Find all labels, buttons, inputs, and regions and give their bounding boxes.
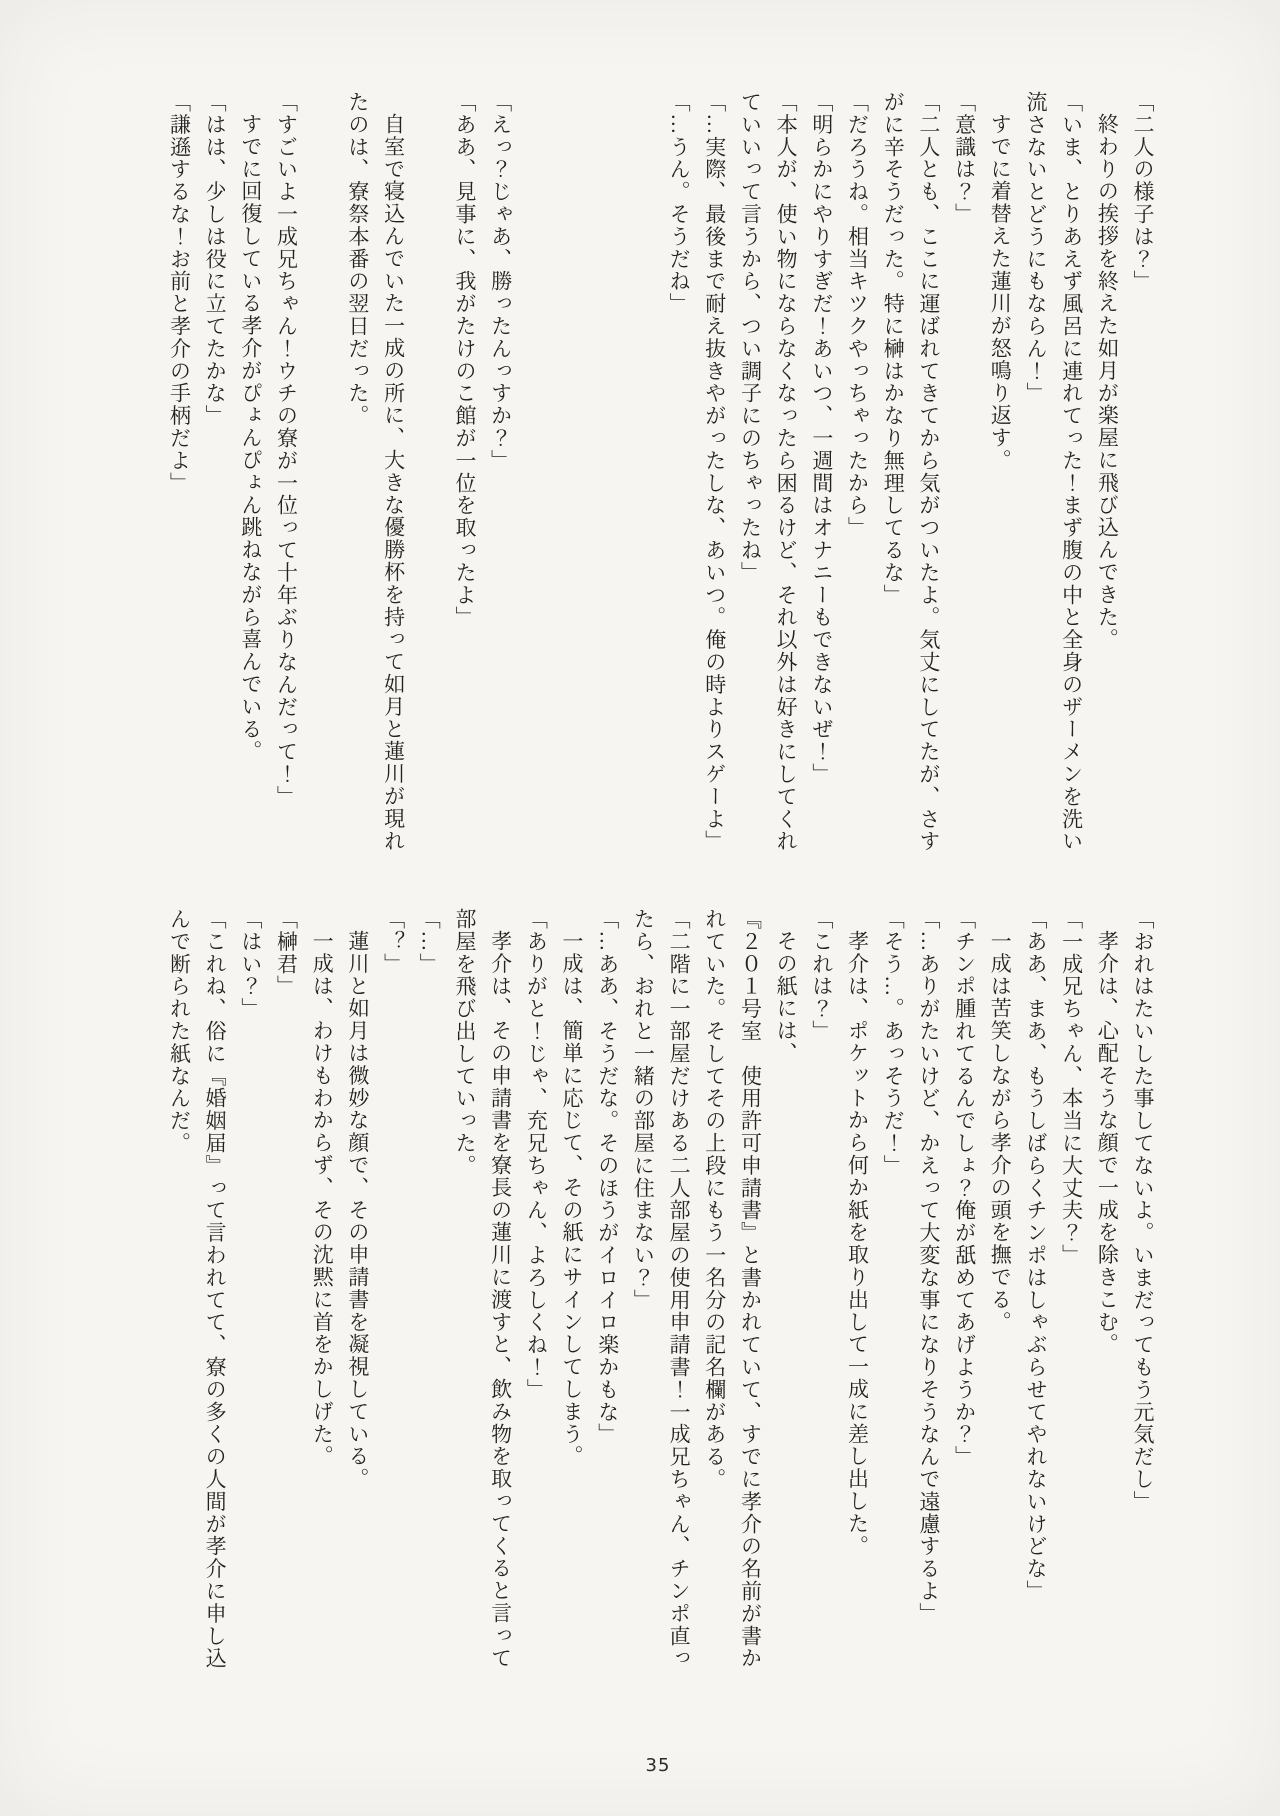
text-column: 自室で寝込んでいた一成の所に、大きな優勝杯を持って如月と蓮川が現れ bbox=[381, 113, 406, 853]
text-column: 「ありがと！じゃ、充兄ちゃん、よろしくね！」 bbox=[524, 908, 549, 1401]
text-column: たのは、寮祭本番の翌日だった。 bbox=[345, 91, 370, 427]
text-column: 流さないとどうにもならん！」 bbox=[1023, 91, 1048, 405]
blank-column bbox=[553, 91, 589, 859]
text-column: 『２０１号室 使用許可申請書』と書かれていて、すでに孝介の名前が書か bbox=[738, 908, 763, 1670]
text-column: 「意識は？」 bbox=[952, 91, 977, 226]
text-column: 「二人とも、ここに運ばれてきてから気がついたよ。気丈にしてたが、さす bbox=[916, 91, 941, 853]
text-column: 「榊君」 bbox=[274, 908, 299, 998]
text-column: 「えっ？じゃあ、勝ったんっすか？」 bbox=[488, 91, 513, 472]
text-column: 「はい？」 bbox=[238, 908, 263, 1020]
text-block-top bbox=[160, 91, 1160, 859]
text-column: 一成は、簡単に応じて、その紙にサインしてしまう。 bbox=[560, 930, 584, 1468]
text-column: 「…うん。そうだね」 bbox=[667, 91, 692, 315]
text-column: 蓮川と如月は微妙な顔で、その申請書を凝視している。 bbox=[345, 930, 370, 1491]
text-column: 「…ああ、そうだな。そのほうがイロイロ楽かもな」 bbox=[595, 908, 620, 1446]
text-column: 孝介は、心配そうな顔で一成を除きこむ。 bbox=[1095, 930, 1120, 1356]
text-column: 「おれはたいした事してないよ。いまだってもう元気だし」 bbox=[1131, 908, 1155, 1513]
text-column: れていた。そしてその上段にもう一名分の記名欄がある。 bbox=[702, 908, 727, 1491]
text-column: 終わりの挨拶を終えた如月が楽屋に飛び込んできた。 bbox=[1095, 113, 1120, 651]
text-column: 「チンポ腫れてるんでしょ？俺が舐めてあげようか？」 bbox=[952, 908, 977, 1468]
text-block-bottom bbox=[160, 908, 1160, 1676]
page-number: 35 bbox=[645, 1755, 671, 1776]
text-column: 一成は、わけもわからず、その沈黙に首をかしげた。 bbox=[310, 930, 335, 1468]
text-column: 「…実際、最後まで耐え抜きやがったしな、あいつ。俺の時よりスゲーよ」 bbox=[702, 91, 727, 853]
text-column: 「すごいよ一成兄ちゃん！ウチの寮が一位って十年ぶりなんだって！」 bbox=[274, 91, 299, 808]
text-column: 「ああ、まあ、もうしばらくチンポはしゃぶらせてやれないけどな」 bbox=[1023, 908, 1048, 1603]
text-column: がに辛そうだった。特に榊はかなり無理してるな」 bbox=[881, 91, 906, 607]
text-column: たら、おれと一緒の部屋に住まない？」 bbox=[631, 908, 656, 1312]
text-column: 「…ありがたいけど、かえって大変な事になりそうなんで遠慮するよ」 bbox=[916, 908, 941, 1625]
text-column: 「…」 bbox=[417, 908, 442, 976]
text-column: 「謙遜するな！お前と孝介の手柄だよ」 bbox=[167, 91, 192, 495]
text-column: 「だろうね。相当キツクやっちゃったから」 bbox=[845, 91, 870, 539]
blank-column bbox=[589, 91, 625, 859]
text-column: 「はは、少しは役に立てたかな」 bbox=[203, 91, 228, 427]
text-column: 「本人が、使い物にならなくなったら困るけど、それ以外は好きにしてくれ bbox=[774, 91, 799, 853]
text-column: 「そう…。あっそうだ！」 bbox=[881, 908, 906, 1177]
text-column: 部屋を飛び出していった。 bbox=[452, 908, 477, 1177]
text-column: 「二人の様子は？」 bbox=[1131, 91, 1155, 293]
text-column: すでに回復している孝介がぴょんぴょん跳ねながら喜んでいる。 bbox=[238, 113, 263, 763]
text-column: 「二階に一部屋だけある二人部屋の使用申請書！一成兄ちゃん、チンポ直っ bbox=[667, 908, 692, 1670]
text-column: すでに着替えた蓮川が怒鳴り返す。 bbox=[988, 113, 1013, 472]
text-column: んで断られた紙なんだ。 bbox=[167, 908, 192, 1155]
text-column: 孝介は、ポケットから何か紙を取り出して一成に差し出した。 bbox=[845, 930, 870, 1558]
text-column: 「一成兄ちゃん、本当に大丈夫？」 bbox=[1059, 908, 1084, 1267]
text-column: 「？」 bbox=[381, 908, 406, 976]
text-column: 「これね、俗に『婚姻届』って言われてて、寮の多くの人間が孝介に申し込 bbox=[203, 908, 228, 1670]
blank-column bbox=[625, 91, 661, 859]
text-column: 一成は苦笑しながら孝介の頭を撫でる。 bbox=[988, 930, 1013, 1334]
blank-column bbox=[304, 91, 340, 859]
blank-column bbox=[411, 91, 447, 859]
text-column: ていいって言うから、つい調子にのちゃったね」 bbox=[738, 91, 763, 584]
text-column: 「ああ、見事に、我がたけのこ館が一位を取ったよ」 bbox=[452, 91, 477, 629]
text-column: 「いま、とりあえず風呂に連れてった！まず腹の中と全身のザーメンを洗い bbox=[1059, 91, 1084, 853]
text-column: 「明らかにやりすぎだ！あいつ、一週間はオナニーもできないぜ！」 bbox=[809, 91, 834, 786]
text-column: 孝介は、その申請書を寮長の蓮川に渡すと、飲み物を取ってくると言って bbox=[488, 930, 513, 1670]
blank-column bbox=[518, 91, 554, 859]
text-column: その紙には、 bbox=[774, 930, 799, 1065]
text-column: 「これは？」 bbox=[809, 908, 834, 1043]
